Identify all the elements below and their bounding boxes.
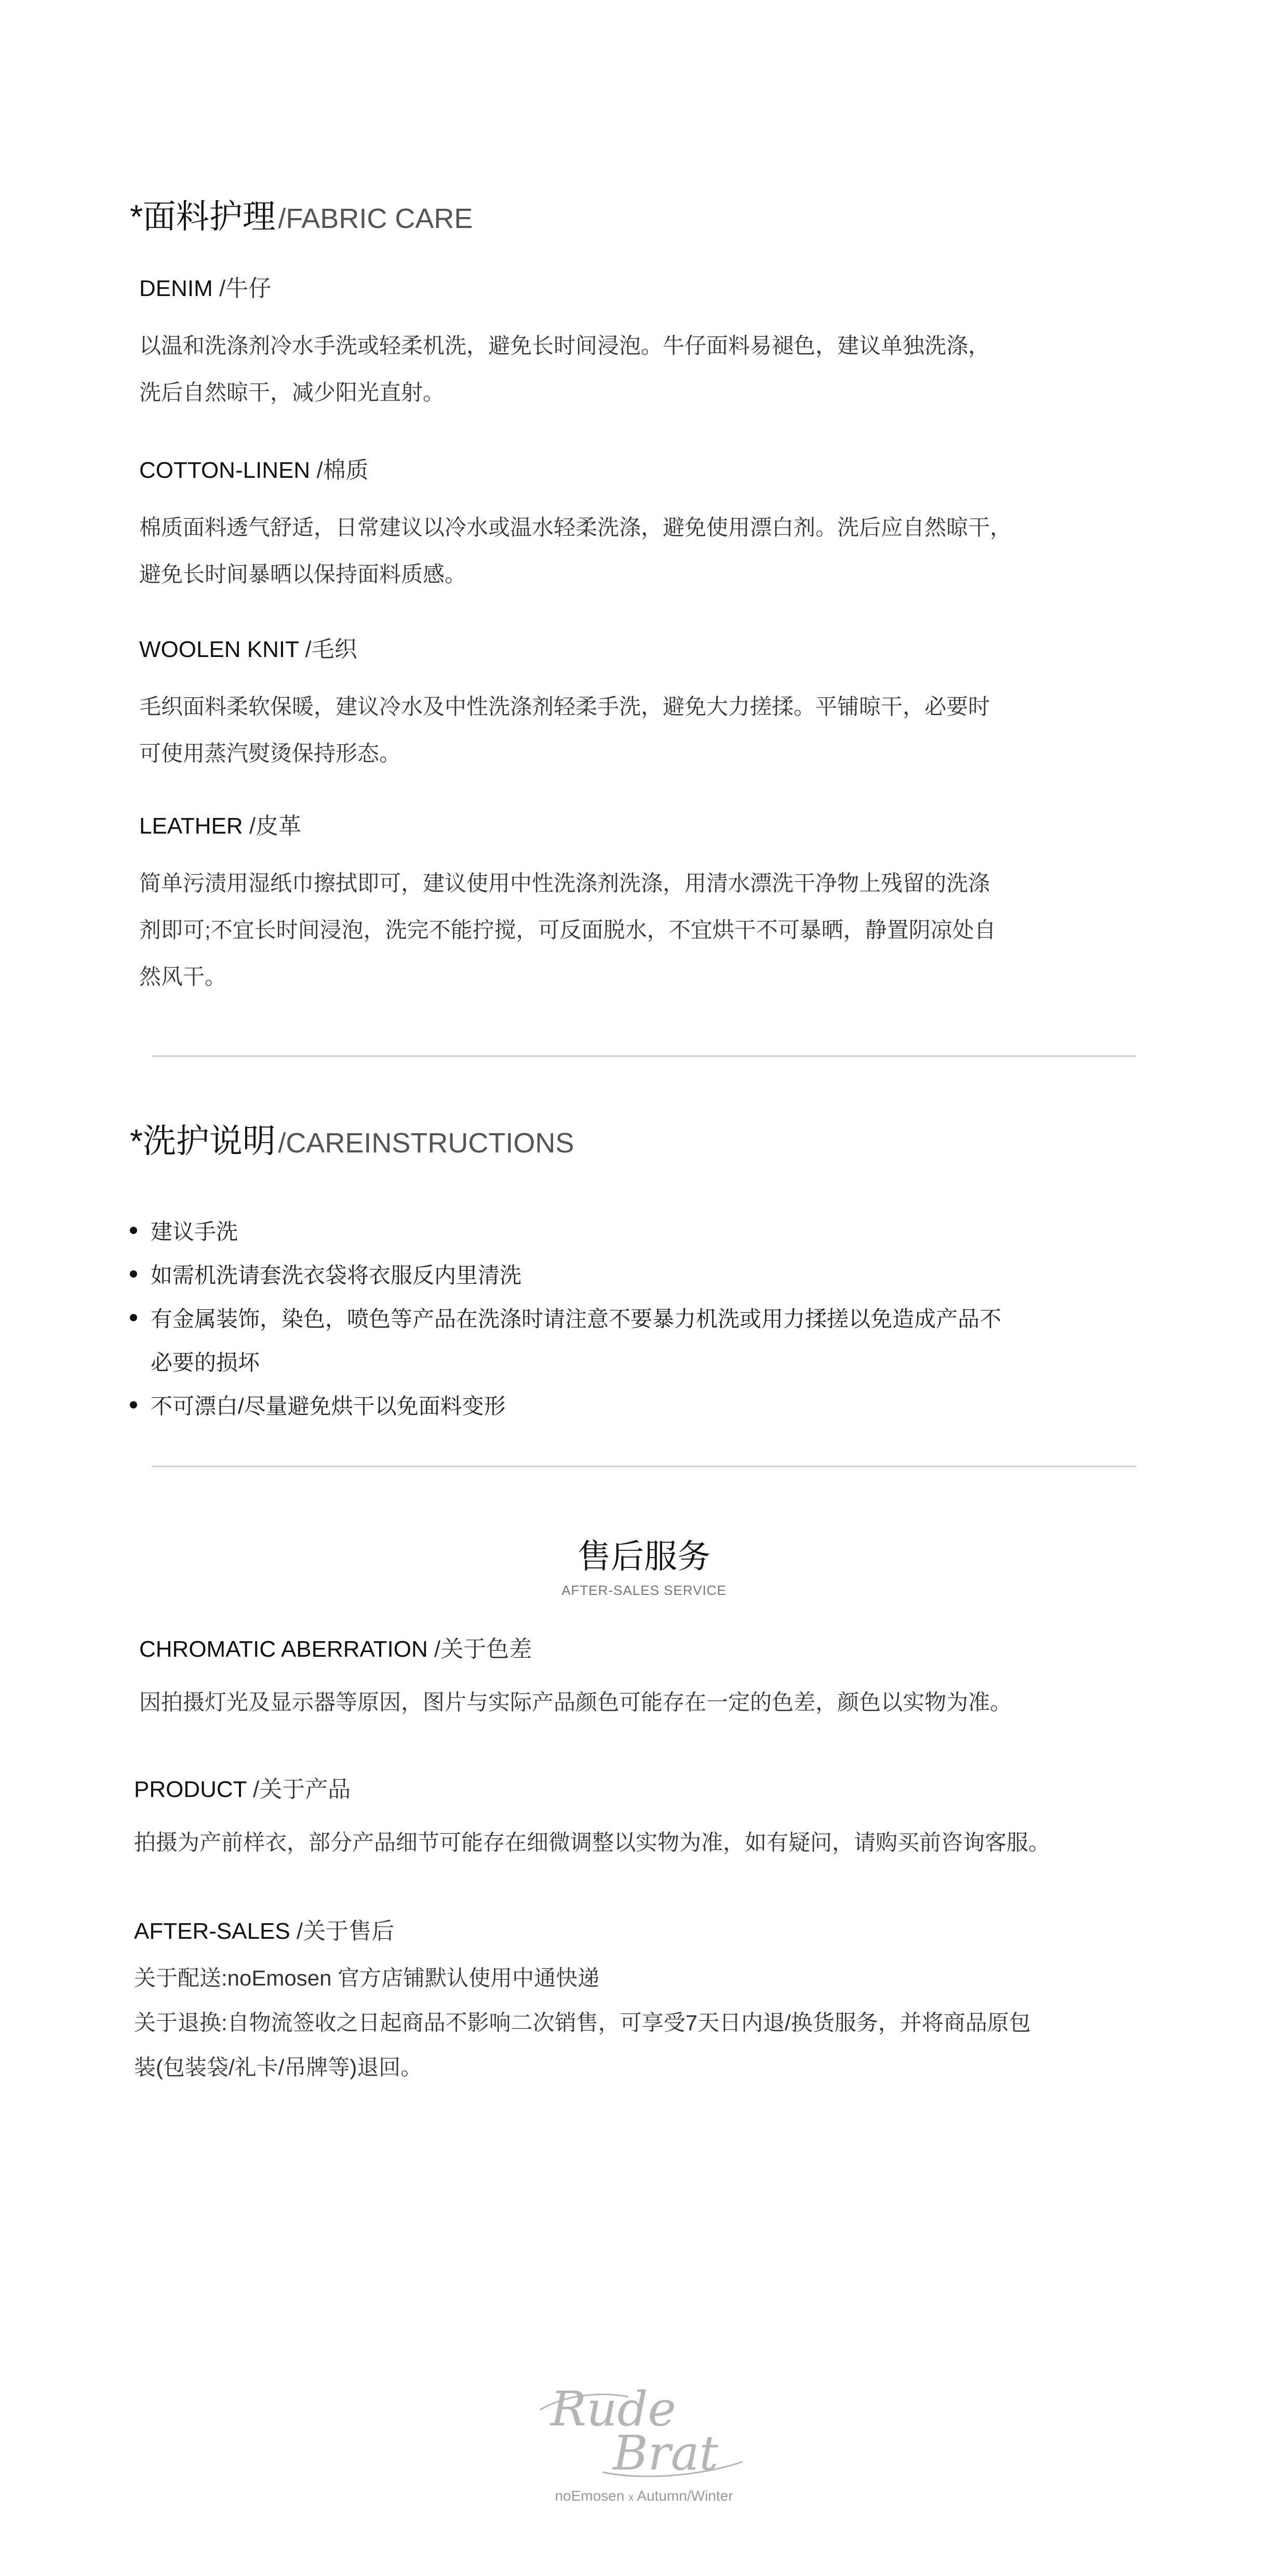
section-divider: [152, 1466, 1136, 1467]
after-sales-item-line: 关于退换:自物流签收之日起商品不影响二次销售，可享受7天日内退/换货服务，并将商品原包: [134, 2010, 1031, 2035]
care-item-heading-zh: /棉质: [316, 458, 369, 483]
after-sales-item-chromatic-aberration: [139, 1636, 1157, 1726]
care-item-heading-zh: /牛仔: [219, 276, 272, 301]
logo-script-line1: Rude: [551, 2381, 676, 2437]
after-sales-item-line: 拍摄为产前样衣，部分产品细节可能存在细微调整以实物为准，如有疑问，请购买前咨询客服。: [134, 1830, 1051, 1855]
after-sales-item-heading-zh: /关于产品: [253, 1777, 351, 1802]
after-sales-item-product: [134, 1776, 1152, 1866]
after-sales-item-text: [139, 1679, 1157, 1726]
after-sales-item-heading-zh: /关于售后: [296, 1918, 395, 1944]
care-item-woolen-knit: [139, 636, 1157, 777]
care-instruction-item: [130, 1385, 1169, 1428]
care-item-heading: [139, 636, 1157, 664]
bullet-dot-icon: [130, 1314, 137, 1321]
care-item-line: 然风干。: [139, 964, 227, 989]
section-divider: [152, 1055, 1136, 1057]
care-item-line: 剂即可;不宜长时间浸泡，洗完不能拧搅，可反面脱水，不宜烘干不可暴晒，静置阴凉处自: [139, 917, 996, 942]
logo-season: Autumn/Winter: [637, 2488, 733, 2504]
care-item-heading-zh: /毛织: [305, 637, 357, 662]
care-instruction-line: 有金属装饰，染色，喷色等产品在洗涤时请注意不要暴力机洗或用力揉搓以免造成产品不: [151, 1307, 1002, 1331]
care-item-text: [139, 504, 1157, 598]
care-item-cotton-linen: [139, 457, 1157, 598]
bullet-dot-icon: [130, 1227, 137, 1234]
care-item-line: 可使用蒸汽熨烫保持形态。: [139, 741, 401, 766]
care-item-heading: [139, 813, 1157, 840]
brand-logo: [0, 2379, 1288, 2504]
after-sales-item-heading-en: PRODUCT: [134, 1777, 247, 1802]
care-item-leather: [139, 813, 1157, 1000]
care-item-line: 简单污渍用湿纸巾擦拭即可，建议使用中性洗涤剂洗涤，用清水漂洗干净物上残留的洗涤: [139, 870, 990, 895]
care-instruction-line: 必要的损坏: [151, 1350, 260, 1375]
bullet-dot-icon: [130, 1270, 137, 1278]
after-sales-item-line: 因拍摄灯光及显示器等原因，图片与实际产品颜色可能存在一定的色差，颜色以实物为准。: [139, 1689, 1012, 1714]
after-sales-item-heading-zh: /关于色差: [434, 1636, 532, 1662]
care-instruction-line: 建议手洗: [151, 1219, 238, 1244]
care-instructions-title-zh: *洗护说明: [130, 1122, 276, 1160]
after-sales-item-text: [134, 1956, 1152, 2090]
after-sales-item-line: 关于配送:noEmosen 官方店铺默认使用中通快递: [134, 1965, 600, 1990]
logo-separator: x: [628, 2492, 634, 2503]
care-instructions-title-en: /CAREINSTRUCTIONS: [278, 1128, 574, 1159]
logo-brand: noEmosen: [555, 2488, 625, 2504]
care-item-heading-zh: /皮革: [249, 813, 302, 839]
after-sales-item-after-sales: [134, 1918, 1152, 2090]
care-item-line: 洗后自然晾干，减少阳光直射。: [139, 380, 445, 405]
care-item-heading-en: WOOLEN KNIT: [139, 637, 299, 662]
fabric-care-title: [130, 200, 473, 233]
care-item-line: 以温和洗涤剂冷水手洗或轻柔机洗，避免长时间浸泡。牛仔面料易褪色，建议单独洗涤，: [139, 333, 990, 358]
care-item-text: [139, 323, 1157, 416]
care-instruction-line: 如需机洗请套洗衣袋将衣服反内里清洗: [151, 1263, 522, 1287]
after-sales-item-heading: [134, 1918, 1152, 1946]
after-sales-item-heading: [134, 1776, 1152, 1804]
care-instruction-item: [130, 1297, 1169, 1385]
after-sales-item-heading-en: AFTER-SALES: [134, 1918, 290, 1944]
care-instruction-line: 不可漂白/尽量避免烘干以免面料变形: [151, 1394, 506, 1418]
after-sales-title-en: AFTER-SALES SERVICE: [561, 1582, 727, 1598]
care-instructions-list: [130, 1210, 1169, 1428]
care-item-line: 棉质面料透气舒适，日常建议以冷水或温水轻柔洗涤，避免使用漂白剂。洗后应自然晾干，: [139, 515, 1012, 540]
care-item-line: 毛织面料柔软保暖，建议冷水及中性洗涤剂轻柔手洗，避免大力搓揉。平铺晾干，必要时: [139, 694, 990, 719]
care-item-denim: [139, 275, 1157, 416]
care-item-heading-en: LEATHER: [139, 813, 243, 839]
logo-tagline: [0, 2488, 1288, 2504]
after-sales-title-zh: 售后服务: [578, 1538, 710, 1575]
care-item-heading: [139, 457, 1157, 485]
care-item-text: [139, 683, 1157, 777]
fabric-care-title-en: /FABRIC CARE: [278, 203, 473, 234]
care-item-heading: [139, 275, 1157, 303]
logo-script-line2: Brat: [613, 2425, 719, 2481]
after-sales-item-heading-en: CHROMATIC ABERRATION: [139, 1636, 428, 1662]
care-instruction-item: [130, 1254, 1169, 1297]
care-item-text: [139, 860, 1157, 1000]
after-sales-item-text: [134, 1819, 1152, 1866]
care-item-line: 避免长时间暴晒以保持面料质感。: [139, 561, 467, 586]
care-item-heading-en: COTTON-LINEN: [139, 458, 311, 483]
after-sales-title: [0, 1540, 1288, 1599]
after-sales-item-line: 装(包装袋/礼卡/吊牌等)退回。: [134, 2055, 423, 2079]
rude-brat-script-logo-icon: [525, 2379, 763, 2483]
care-instruction-item: [130, 1210, 1169, 1254]
fabric-care-title-zh: *面料护理: [130, 198, 276, 235]
bullet-dot-icon: [130, 1401, 137, 1408]
after-sales-item-heading: [139, 1636, 1157, 1663]
care-instructions-title: [130, 1124, 574, 1158]
care-item-heading-en: DENIM: [139, 276, 213, 301]
